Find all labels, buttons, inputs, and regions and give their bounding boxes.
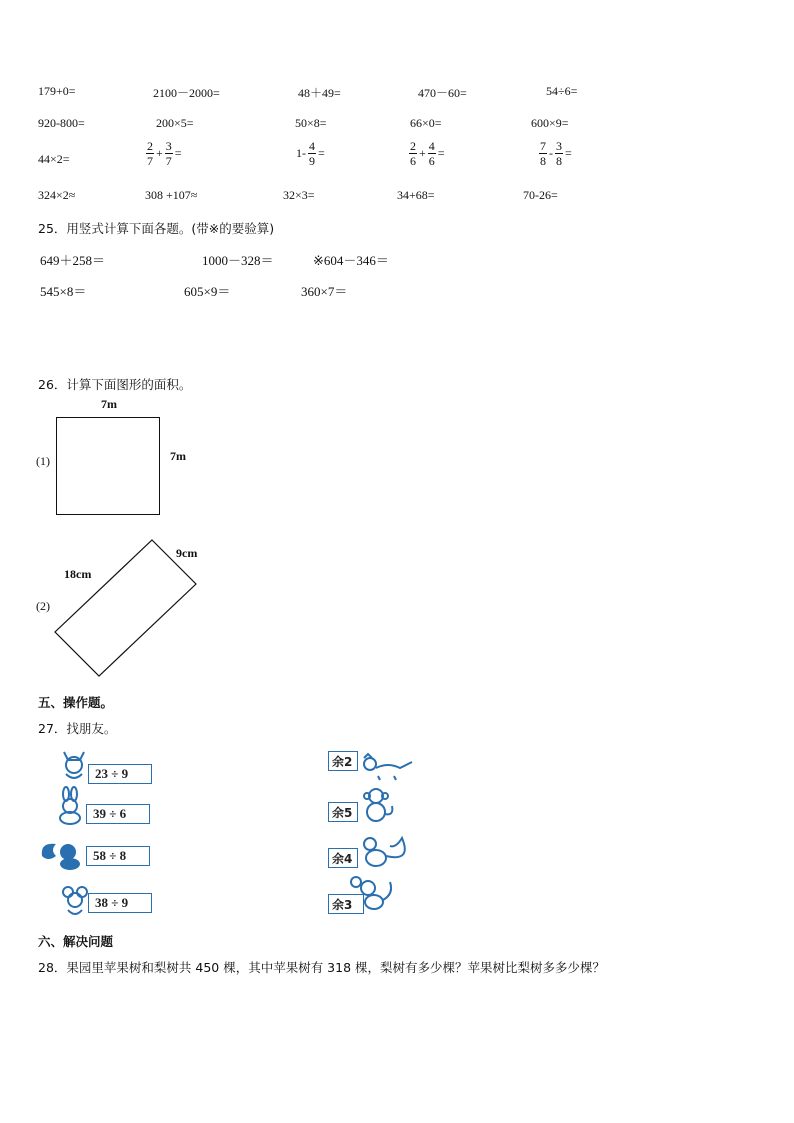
monkey-icon — [358, 786, 398, 826]
oral-item: 54÷6= — [546, 84, 578, 98]
oral-item: 308 +107≈ — [145, 188, 198, 202]
remainder-box[interactable]: 余4 — [328, 848, 358, 868]
fraction-expression: $\frac{2}{7}$ + $\frac{3}{7}$ = — [147, 139, 182, 168]
mouse-icon — [58, 884, 92, 920]
fraction: $\frac{3}{8}$ — [556, 139, 562, 168]
question-25-title: 25．用竖式计算下面各题。(带※的要验算) — [38, 221, 275, 236]
rabbit-icon — [52, 786, 90, 826]
remainder-box[interactable]: 余3 — [328, 894, 364, 914]
division-expression[interactable]: 58 ÷ 8 — [86, 846, 150, 866]
fraction: $\frac{4}{6}$ — [428, 139, 435, 168]
fraction: $\frac{3}{7}$ — [165, 139, 172, 168]
vertical-calc-item: 605×9＝ — [184, 284, 231, 299]
figure-1-label: (1) — [36, 454, 50, 468]
section-6-heading: 六、解决问题 — [38, 934, 114, 949]
oral-item: 2100－2000= — [153, 86, 220, 100]
question-26-title: 26．计算下面图形的面积。 — [38, 377, 192, 392]
fox-icon — [56, 746, 92, 782]
oral-item: 200×5= — [156, 116, 194, 130]
fraction-expression: 1- $\frac{4}{9}$ = — [296, 139, 325, 168]
division-expression[interactable]: 23 ÷ 9 — [88, 764, 152, 784]
vertical-calc-item: 649＋258＝ — [40, 253, 106, 268]
square-figure — [56, 417, 160, 515]
vertical-calc-item: 1000－328＝ — [202, 253, 274, 268]
rectangle-short-side-label: 9cm — [176, 546, 198, 560]
fraction: $\frac{7}{8}$ — [540, 139, 546, 168]
oral-item: 66×0= — [410, 116, 442, 130]
oral-item: 32×3= — [283, 188, 315, 202]
vertical-calc-item: 545×8＝ — [40, 284, 87, 299]
square-right-label: 7m — [170, 449, 186, 463]
fraction: $\frac{2}{7}$ — [147, 139, 153, 168]
fraction: $\frac{4}{9}$ — [309, 139, 315, 168]
oral-item: 324×2≈ — [38, 188, 76, 202]
division-expression[interactable]: 39 ÷ 6 — [86, 804, 150, 824]
fraction-expression: $\frac{7}{8}$ - $\frac{3}{8}$ = — [540, 139, 572, 168]
vertical-calc-item: ※604－346＝ — [313, 253, 389, 268]
oral-item: 470－60= — [418, 86, 467, 100]
cat-icon — [358, 750, 414, 782]
fraction: $\frac{2}{6}$ — [410, 139, 416, 168]
section-5-heading: 五、操作题。 — [38, 695, 114, 710]
division-expression[interactable]: 38 ÷ 9 — [88, 893, 152, 913]
oral-item: 600×9= — [531, 116, 569, 130]
question-27-title: 27．找朋友。 — [38, 721, 117, 736]
oral-item: 179+0= — [38, 84, 76, 98]
squirrel-icon — [38, 838, 90, 872]
figure-2-label: (2) — [36, 599, 50, 613]
oral-item: 50×8= — [295, 116, 327, 130]
oral-item: 44×2= — [38, 152, 70, 166]
fraction-expression: $\frac{2}{6}$ + $\frac{4}{6}$ = — [410, 139, 445, 168]
squirrel-icon — [356, 832, 414, 872]
remainder-box[interactable]: 余2 — [328, 751, 358, 771]
square-top-label: 7m — [101, 397, 117, 411]
oral-item: 48＋49= — [298, 86, 341, 100]
rectangle-long-side-label: 18cm — [64, 567, 92, 581]
remainder-box[interactable]: 余5 — [328, 802, 358, 822]
question-28-text: 28．果园里苹果树和梨树共 450 棵，其中苹果树有 318 棵，梨树有多少棵？苹果树比梨树多多少棵？ — [38, 960, 606, 975]
oral-item: 70-26= — [523, 188, 558, 202]
oral-item: 34+68= — [397, 188, 435, 202]
mouse-icon — [346, 874, 396, 914]
oral-item: 920-800= — [38, 116, 85, 130]
vertical-calc-item: 360×7＝ — [301, 284, 348, 299]
